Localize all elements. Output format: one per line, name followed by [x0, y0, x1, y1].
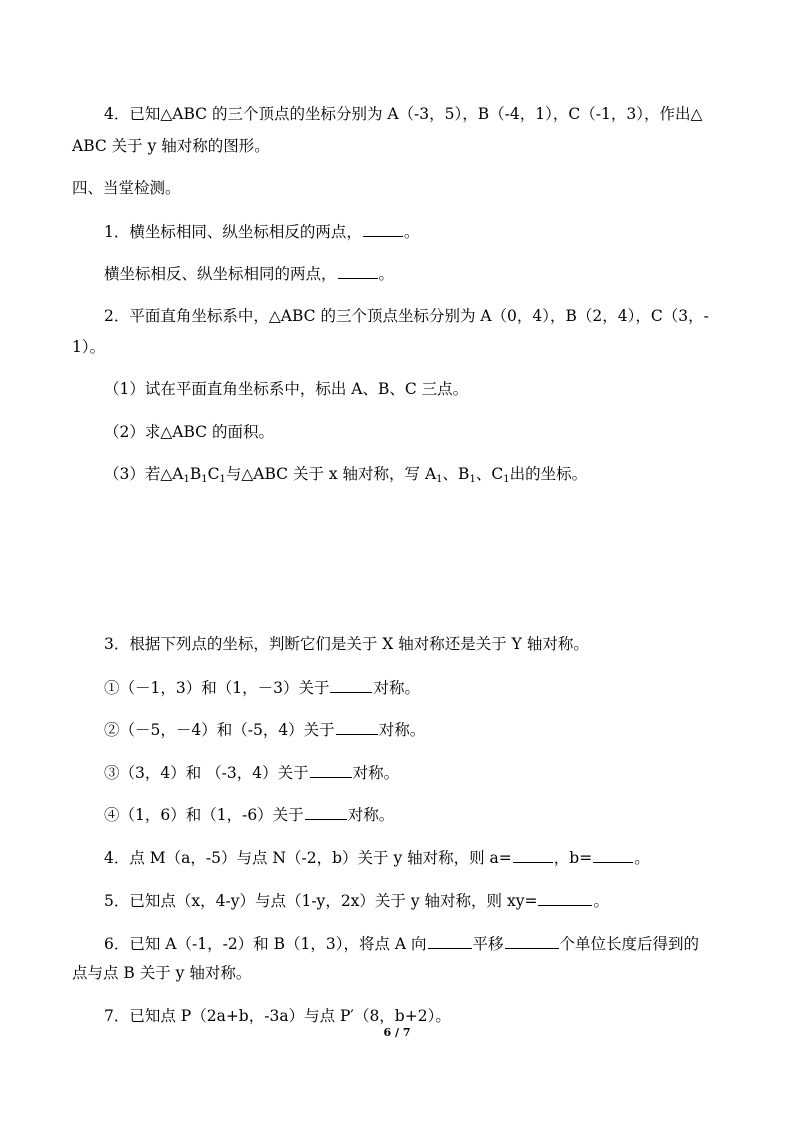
question-5-end: 。 — [593, 892, 609, 910]
question-3-item-3 — [104, 762, 399, 783]
question-4-end: 。 — [634, 849, 650, 867]
question-5 — [104, 890, 609, 911]
item-text-end: 对称。 — [352, 764, 400, 782]
question-5-text: 5．已知点（x，4-y）与点（1-y，2x）关于 y 轴对称，则 xy= — [104, 892, 538, 910]
subscript: 1 — [201, 474, 208, 485]
answer-blank[interactable] — [310, 762, 352, 778]
subscript: 1 — [503, 474, 510, 485]
question-2-part-2: （2）求△ABC 的面积。 — [104, 423, 274, 441]
part-3-text: （3）若△A — [104, 465, 184, 483]
question-3-item-2 — [104, 719, 425, 740]
answer-blank-units[interactable] — [505, 933, 559, 949]
item-text-end: 对称。 — [373, 679, 420, 697]
question-6-line-2: 点与点 B 关于 y 轴对称。 — [72, 964, 252, 982]
question-3-item-4 — [104, 804, 394, 825]
question-2-line-1: 2．平面直角坐标系中，△ABC 的三个顶点坐标分别为 A（0，4），B（2，4），C（3，- — [104, 307, 709, 325]
question-1-line-1 — [104, 221, 419, 242]
subscript: 1 — [183, 474, 190, 485]
answer-blank-b[interactable] — [593, 847, 633, 863]
answer-blank[interactable] — [338, 263, 378, 279]
answer-blank-a[interactable] — [513, 847, 553, 863]
question-2-line-2: 1）。 — [72, 338, 106, 356]
question-2-part-1: （1）试在平面直角坐标系中，标出 A、B、C 三点。 — [104, 380, 469, 398]
part-3-text: C — [207, 465, 220, 483]
question-2-part-3 — [104, 464, 587, 490]
item-text: ①（－1，3）和（1，－3）关于 — [104, 679, 330, 697]
part-3-text: 与△ABC 关于 x 轴对称，写 A — [225, 465, 437, 483]
question-1-text: 1．横坐标相同、纵坐标相反的两点， — [104, 223, 362, 241]
question-6-text: 6．已知 A（-1，-2）和 B（1，3），将点 A 向 — [104, 935, 427, 953]
question-3-4-line-2: ABC 关于 y 轴对称的图形。 — [72, 137, 270, 155]
question-4-text: 4．点 M（a，-5）与点 N（-2，b）关于 y 轴对称，则 a= — [104, 849, 512, 867]
subscript: 1 — [219, 474, 226, 485]
part-3-text: 、B — [442, 465, 470, 483]
item-text-end: 对称。 — [347, 806, 395, 824]
question-3-line: 3．根据下列点的坐标，判断它们是关于 X 轴对称还是关于 Y 轴对称。 — [104, 635, 589, 653]
answer-blank[interactable] — [336, 719, 378, 735]
question-6-text-c: 个单位长度后得到的 — [559, 935, 700, 953]
item-text-end: 对称。 — [378, 721, 426, 739]
part-3-text: 、C — [475, 465, 504, 483]
question-7: 7．已知点 P（2a+b，-3a）与点 P′（8，b+2）。 — [104, 1007, 451, 1025]
question-1-end: 。 — [403, 223, 420, 241]
question-6-text-b: 平移 — [472, 935, 504, 953]
part-3-text: B — [189, 465, 202, 483]
answer-blank-direction[interactable] — [428, 933, 472, 949]
question-1-end-2: 。 — [378, 265, 395, 283]
question-6-line-1 — [104, 933, 699, 954]
question-1-line-2 — [104, 263, 394, 284]
part-3-text: 出的坐标。 — [509, 465, 588, 483]
item-text: ④（1，6）和（1，-6）关于 — [104, 806, 304, 824]
item-text: ③（3，4）和 （-3，4）关于 — [104, 764, 309, 782]
question-1-text-2: 横坐标相反、纵坐标相同的两点， — [104, 265, 337, 283]
question-4 — [104, 847, 650, 868]
question-4-text-b: ，b= — [553, 849, 593, 867]
subscript: 1 — [469, 474, 476, 485]
answer-blank[interactable] — [363, 221, 403, 237]
question-3-4-line-1: 4．已知△ABC 的三个顶点的坐标分别为 A（-3，5），B（-4，1），C（-1，3），作出△ — [104, 105, 703, 123]
subscript: 1 — [436, 474, 443, 485]
item-text: ②（－5，－4）和（-5，4）关于 — [104, 721, 335, 739]
answer-blank[interactable] — [538, 890, 592, 906]
page-number: 6 / 7 — [383, 1026, 411, 1039]
question-3-item-1 — [104, 677, 420, 698]
answer-blank[interactable] — [330, 677, 372, 693]
section-heading: 四、当堂检测。 — [72, 179, 181, 197]
answer-blank[interactable] — [305, 804, 347, 820]
